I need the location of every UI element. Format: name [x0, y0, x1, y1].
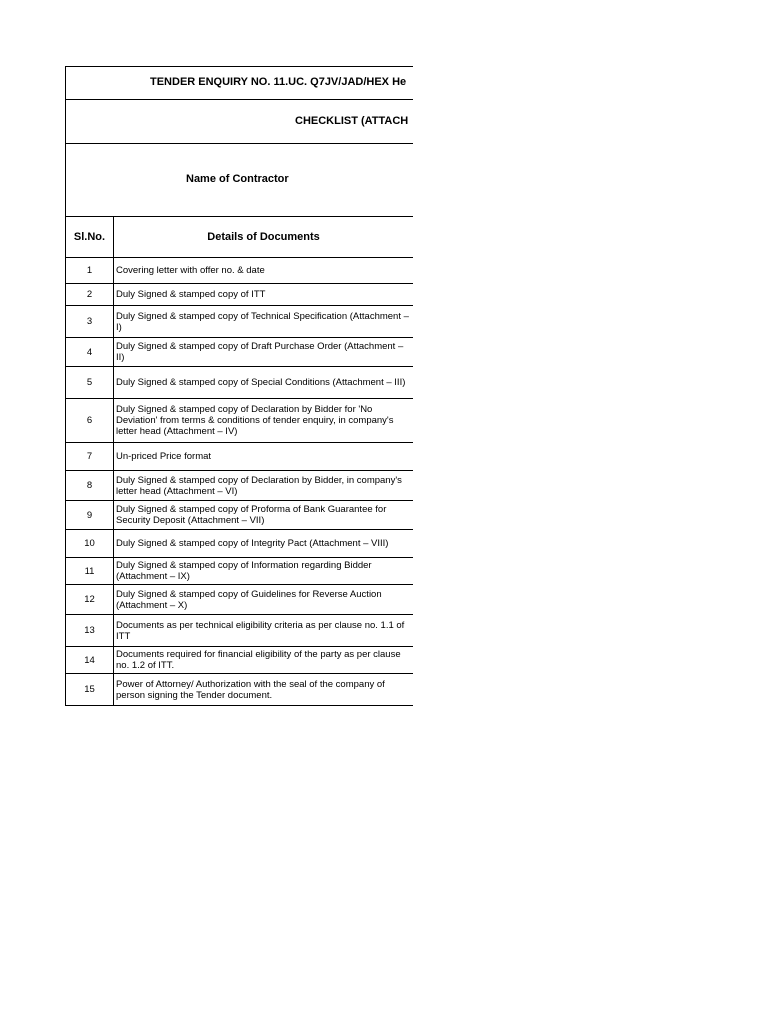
- table-row: [66, 647, 414, 674]
- table-header-row: [66, 217, 414, 258]
- table-row: [66, 501, 414, 530]
- row-details: Duly Signed & stamped copy of Technical Specification (Attachment – I): [114, 306, 414, 338]
- table-row: [66, 258, 414, 284]
- sl-no-header: Sl.No.: [66, 217, 114, 258]
- table-row: [66, 615, 414, 647]
- details-header: Details of Documents: [114, 217, 414, 258]
- row-sl-no: 1: [66, 258, 114, 284]
- row-sl-no: 14: [66, 647, 114, 674]
- row-details: Duly Signed & stamped copy of Declaration by Bidder, in company's letter head (Attachment – VI): [114, 471, 414, 501]
- row-sl-no: 9: [66, 501, 114, 530]
- row-details: Duly Signed & stamped copy of Integrity Pact (Attachment – VIII): [114, 530, 414, 558]
- row-sl-no: 12: [66, 585, 114, 615]
- table-row: [66, 367, 414, 399]
- row-details: Duly Signed & stamped copy of ITT: [114, 284, 414, 306]
- checklist-title-row: [65, 100, 413, 144]
- table-row: [66, 399, 414, 443]
- row-details: Duly Signed & stamped copy of Special Conditions (Attachment – III): [114, 367, 414, 399]
- row-sl-no: 7: [66, 443, 114, 471]
- contractor-label: Name of Contractor: [186, 173, 289, 185]
- table-row: [66, 306, 414, 338]
- row-sl-no: 8: [66, 471, 114, 501]
- documents-table: [65, 217, 413, 706]
- checklist-title: CHECKLIST (ATTACH: [295, 115, 409, 127]
- row-details: Covering letter with offer no. & date: [114, 258, 414, 284]
- row-sl-no: 3: [66, 306, 114, 338]
- tender-title-row: [65, 66, 413, 100]
- row-sl-no: 5: [66, 367, 114, 399]
- row-details: Duly Signed & stamped copy of Guidelines for Reverse Auction (Attachment – X): [114, 585, 414, 615]
- row-details: Duly Signed & stamped copy of Draft Purchase Order (Attachment – II): [114, 338, 414, 367]
- table-row: [66, 674, 414, 706]
- table-row: [66, 338, 414, 367]
- table-row: [66, 471, 414, 501]
- row-details: Power of Attorney/ Authorization with the seal of the company of person signing the Tender document.: [114, 674, 414, 706]
- table-row: [66, 585, 414, 615]
- row-sl-no: 13: [66, 615, 114, 647]
- row-sl-no: 10: [66, 530, 114, 558]
- row-sl-no: 6: [66, 399, 114, 443]
- contractor-row: [65, 144, 413, 217]
- tender-title: TENDER ENQUIRY NO. 11.UC. Q7JV/JAD/HEX He: [150, 76, 407, 88]
- row-details: Duly Signed & stamped copy of Declaration by Bidder for 'No Deviation' from terms & conditions of tender enquiry, in company's letter head (Attachment – IV): [114, 399, 414, 443]
- documents-table-body: [66, 258, 414, 706]
- table-row: [66, 530, 414, 558]
- table-row: [66, 443, 414, 471]
- row-sl-no: 2: [66, 284, 114, 306]
- row-details: Documents as per technical eligibility criteria as per clause no. 1.1 of ITT: [114, 615, 414, 647]
- row-details: Duly Signed & stamped copy of Information regarding Bidder (Attachment – IX): [114, 558, 414, 585]
- row-sl-no: 11: [66, 558, 114, 585]
- row-details: Duly Signed & stamped copy of Proforma of Bank Guarantee for Security Deposit (Attachment – VII): [114, 501, 414, 530]
- checklist-sheet: [65, 66, 413, 706]
- row-details: Documents required for financial eligibility of the party as per clause no. 1.2 of ITT.: [114, 647, 414, 674]
- row-sl-no: 15: [66, 674, 114, 706]
- row-details: Un-priced Price format: [114, 443, 414, 471]
- table-row: [66, 284, 414, 306]
- table-row: [66, 558, 414, 585]
- row-sl-no: 4: [66, 338, 114, 367]
